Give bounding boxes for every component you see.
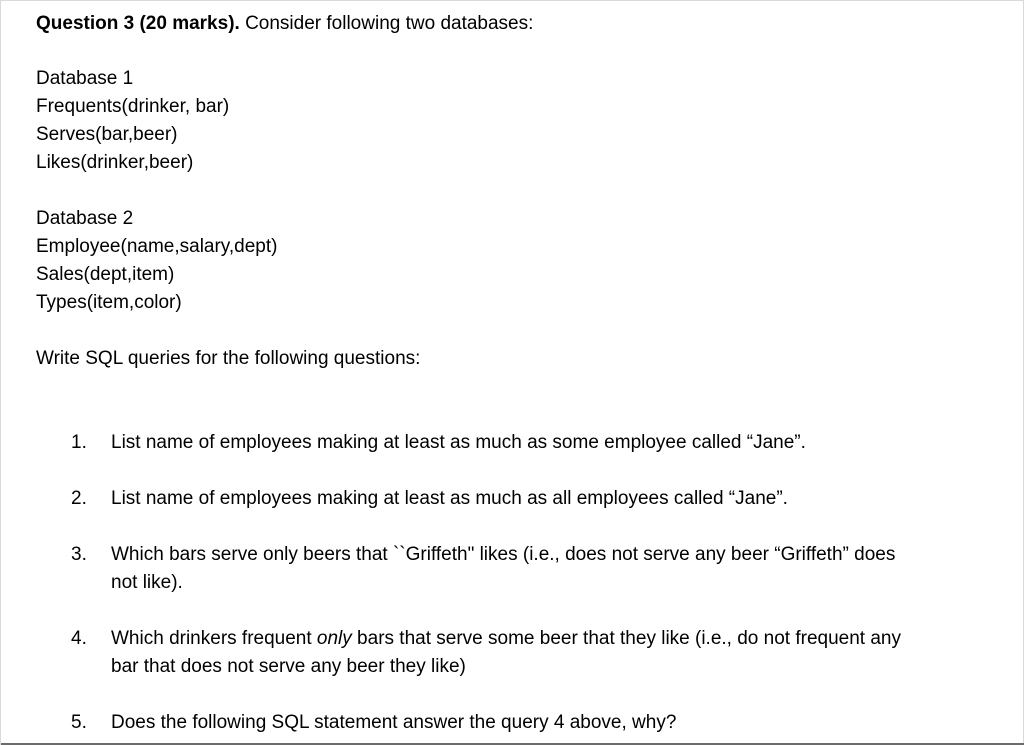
list-item-text-line2: bar that does not serve any beer they like) xyxy=(111,656,466,677)
database1-heading: Database 1 xyxy=(36,68,134,89)
question-title-bold: Question 3 (20 marks). xyxy=(36,13,240,34)
list-item-text: List name of employees making at least as much as some employee called “Jane”. xyxy=(111,432,806,453)
list-item-text-line1 xyxy=(111,625,1001,653)
database2-schema-types: Types(item,color) xyxy=(36,292,182,313)
list-item-text-line1: Which bars serve only beers that ``Griffeth" likes (i.e., does not serve any beer “Griffeth” does xyxy=(111,544,896,565)
list-item-number: 2. xyxy=(71,488,87,509)
list-item xyxy=(71,625,1001,681)
question-title-text: Consider following two databases: xyxy=(239,13,534,34)
question-title xyxy=(36,10,533,38)
database1-schema-serves: Serves(bar,beer) xyxy=(36,124,178,145)
database1-schema-likes: Likes(drinker,beer) xyxy=(36,152,194,173)
list-item xyxy=(71,429,1001,457)
database2-schema-sales: Sales(dept,item) xyxy=(36,264,175,285)
list-item-number: 5. xyxy=(71,712,87,733)
list-item-number: 1. xyxy=(71,432,87,453)
list-item-number: 3. xyxy=(71,544,87,565)
list-item-text-after: bars that serve some beer that they like (i.e., do not frequent any xyxy=(351,628,901,649)
list-item-text-before: Which drinkers frequent xyxy=(111,628,317,649)
list-item xyxy=(71,541,1001,597)
list-item xyxy=(71,709,1001,737)
list-item-text: Does the following SQL statement answer the query 4 above, why? xyxy=(111,712,677,733)
instruction-text: Write SQL queries for the following questions: xyxy=(36,348,421,369)
list-item-text-emphasis: only xyxy=(316,628,352,649)
list-item-number: 4. xyxy=(71,628,87,649)
list-item-text-line2: not like). xyxy=(111,572,183,593)
database2-schema-employee: Employee(name,salary,dept) xyxy=(36,236,278,257)
list-item xyxy=(71,485,1001,513)
database1-schema-frequents: Frequents(drinker, bar) xyxy=(36,96,230,117)
list-item-text: List name of employees making at least as much as all employees called “Jane”. xyxy=(111,488,788,509)
database2-heading: Database 2 xyxy=(36,208,134,229)
